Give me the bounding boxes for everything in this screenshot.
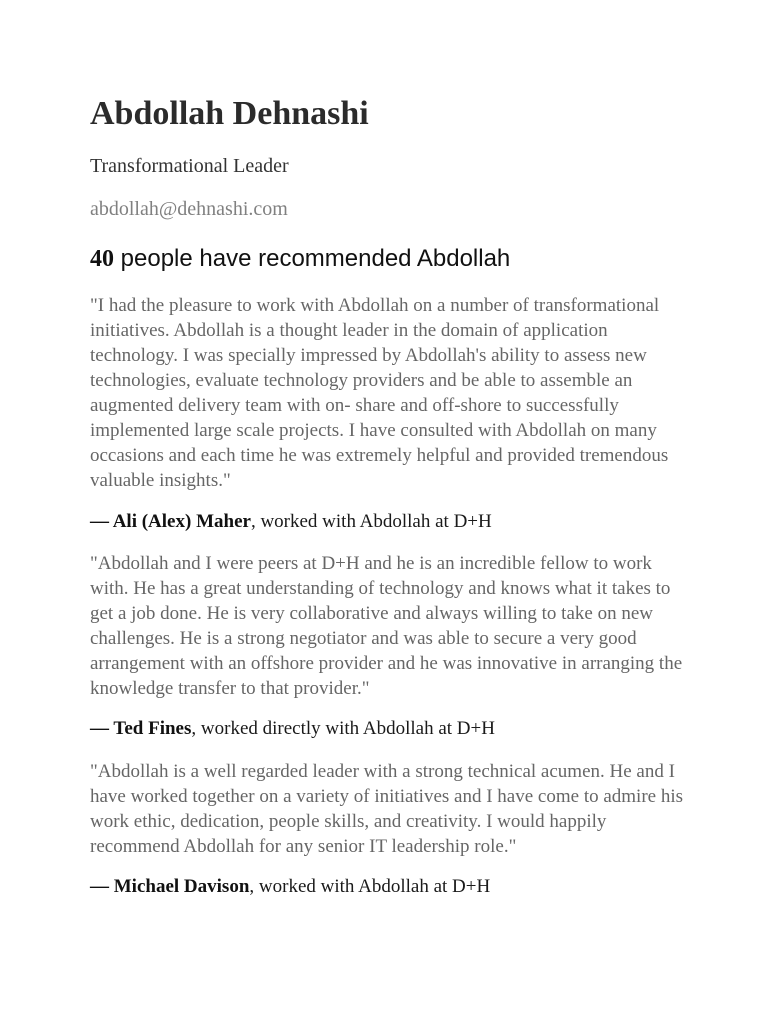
recommendation-attribution bbox=[90, 716, 495, 741]
attribution-dash: — bbox=[90, 718, 114, 739]
recommendation-count: 40 bbox=[90, 246, 114, 272]
recommender-name: Ted Fines bbox=[113, 718, 192, 739]
recommendation-quote: "Abdollah is a well regarded leader with a strong technical acumen. He and I have worked together on a variety of initiatives and I have come to admire his work ethic, dedication, people skills, and creativity. I would happily recommend Abdollah for any senior IT leadership role." bbox=[90, 761, 684, 857]
recommendation-quote: "Abdollah and I were peers at D+H and he is an incredible fellow to work with. He has a great understanding of technology and knows what it takes to get a job done. He is very collaborative and always willing to take on new challenges. He is a strong negotiator and was able to secure a very good arrangement with an offshore provider and he was innovative in arranging the knowledge transfer to that provider." bbox=[90, 553, 683, 699]
profile-name: Abdollah Dehnashi bbox=[90, 95, 369, 132]
recommender-name: Ali (Alex) Maher bbox=[112, 511, 251, 532]
recommender-name: Michael Davison bbox=[113, 876, 250, 897]
recommendations-heading bbox=[90, 244, 510, 274]
recommendation-attribution bbox=[90, 509, 492, 534]
recommendations-heading-text: people have recommended Abdollah bbox=[114, 245, 511, 272]
recommender-relation: , worked with Abdollah at D+H bbox=[249, 876, 491, 897]
recommendation-quote: "I had the pleasure to work with Abdollah on a number of transformational initiatives. Abdollah is a thought leader in the domain of application technology. I was specially impressed by Abdollah's ability to assess new technologies, evaluate technology providers and be able to assemble an augmented delivery team with on- share and off-shore to successfully implemented large scale projects. I have consulted with Abdollah on many occasions and each time he was extremely helpful and provided tremendous valuable insights." bbox=[90, 295, 669, 491]
recommender-relation: , worked with Abdollah at D+H bbox=[250, 511, 492, 532]
recommender-relation: , worked directly with Abdollah at D+H bbox=[191, 718, 495, 739]
attribution-dash: — bbox=[90, 876, 114, 897]
profile-email: abdollah@dehnashi.com bbox=[90, 198, 288, 220]
recommendation-attribution bbox=[90, 874, 490, 899]
attribution-dash: — bbox=[90, 511, 113, 532]
profile-title: Transformational Leader bbox=[90, 155, 289, 177]
